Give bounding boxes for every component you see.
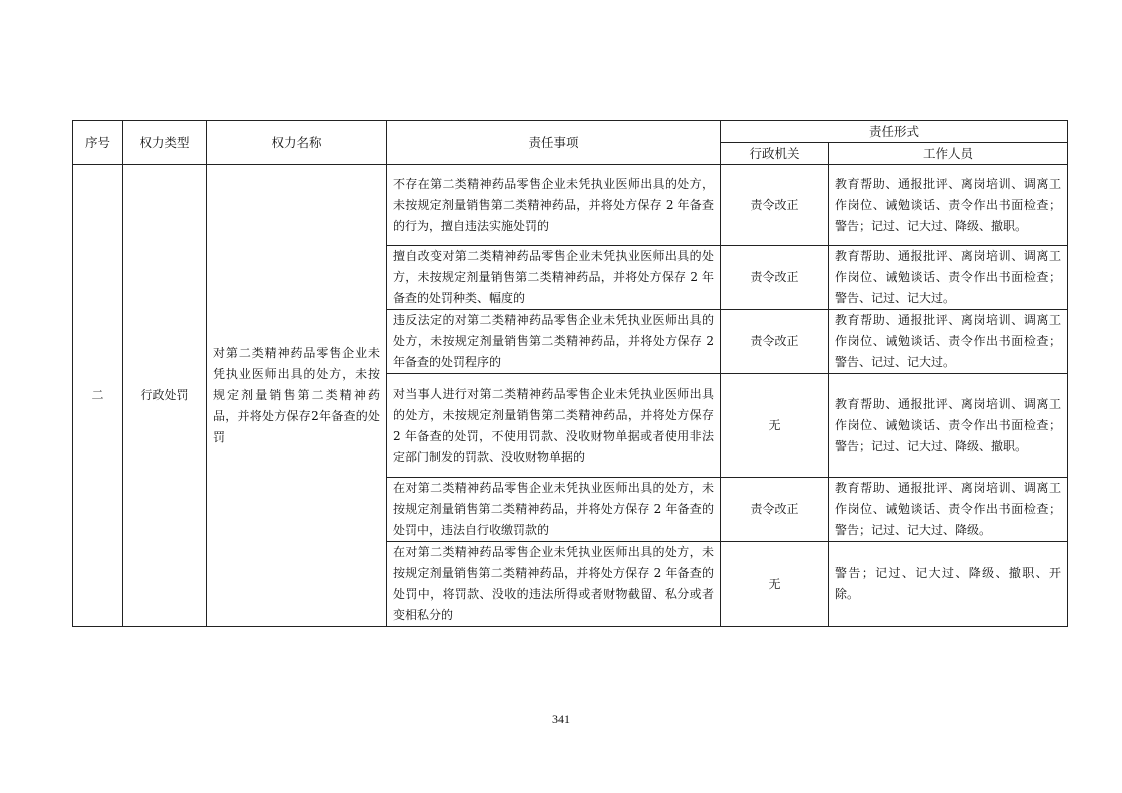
header-power-type: 权力类型 — [123, 121, 207, 165]
responsibility-item: 违反法定的对第二类精神药品零售企业未凭执业医师出具的处方，未按规定剂量销售第二类精神药品，并将处方保存 2 年备查的处罚程序的 — [387, 310, 721, 374]
table-row — [73, 165, 1068, 246]
staff-form: 教育帮助、通报批评、离岗培训、调离工作岗位、诫勉谈话、责令作出书面检查；警告；记过、记大过、降级、撤职。 — [829, 374, 1068, 478]
agency-form: 无 — [721, 374, 829, 478]
responsibility-item: 擅自改变对第二类精神药品零售企业未凭执业医师出具的处方，未按规定剂量销售第二类精神药品，并将处方保存 2 年备查的处罚种类、幅度的 — [387, 246, 721, 310]
page-number: 341 — [552, 712, 570, 726]
header-staff: 工作人员 — [829, 143, 1068, 165]
agency-form: 无 — [721, 542, 829, 627]
group-power-name: 对第二类精神药品零售企业未凭执业医师出具的处方，未按规定剂量销售第二类精神药品，并将处方保存2年备查的处罚 — [207, 165, 387, 627]
staff-form: 教育帮助、通报批评、离岗培训、调离工作岗位、诫勉谈话、责令作出书面检查；警告；记过、记大过、降级、撤职。 — [829, 165, 1068, 246]
staff-form: 教育帮助、通报批评、离岗培训、调离工作岗位、诫勉谈话、责令作出书面检查；警告、记过、记大过。 — [829, 246, 1068, 310]
responsibility-item: 不存在第二类精神药品零售企业未凭执业医师出具的处方，未按规定剂量销售第二类精神药品，并将处方保存 2 年备查的行为，擅自违法实施处罚的 — [387, 165, 721, 246]
agency-form: 责令改正 — [721, 246, 829, 310]
responsibility-table — [72, 120, 1068, 627]
staff-form: 教育帮助、通报批评、离岗培训、调离工作岗位、诫勉谈话、责令作出书面检查；警告、记过、记大过。 — [829, 310, 1068, 374]
header-form: 责任形式 — [721, 121, 1068, 143]
header-agency: 行政机关 — [721, 143, 829, 165]
header-seq: 序号 — [73, 121, 123, 165]
agency-form: 责令改正 — [721, 310, 829, 374]
header-responsibility: 责任事项 — [387, 121, 721, 165]
header-power-name: 权力名称 — [207, 121, 387, 165]
agency-form: 责令改正 — [721, 478, 829, 542]
agency-form: 责令改正 — [721, 165, 829, 246]
group-seq: 二 — [73, 165, 123, 627]
responsibility-item: 在对第二类精神药品零售企业未凭执业医师出具的处方，未按规定剂量销售第二类精神药品，并将处方保存 2 年备查的处罚中，违法自行收缴罚款的 — [387, 478, 721, 542]
staff-form: 警告；记过、记大过、降级、撤职、开除。 — [829, 542, 1068, 627]
responsibility-item: 对当事人进行对第二类精神药品零售企业未凭执业医师出具的处方，未按规定剂量销售第二类精神药品，并将处方保存 2 年备查的处罚，不使用罚款、没收财物单据或者使用非法定部门制发的罚款、没收财物单据的 — [387, 374, 721, 478]
staff-form: 教育帮助、通报批评、离岗培训、调离工作岗位、诫勉谈话、责令作出书面检查；警告；记过、记大过、降级。 — [829, 478, 1068, 542]
group-power-type: 行政处罚 — [123, 165, 207, 627]
responsibility-item: 在对第二类精神药品零售企业未凭执业医师出具的处方，未按规定剂量销售第二类精神药品，并将处方保存 2 年备查的处罚中，将罚款、没收的违法所得或者财物截留、私分或者变相私分的 — [387, 542, 721, 627]
